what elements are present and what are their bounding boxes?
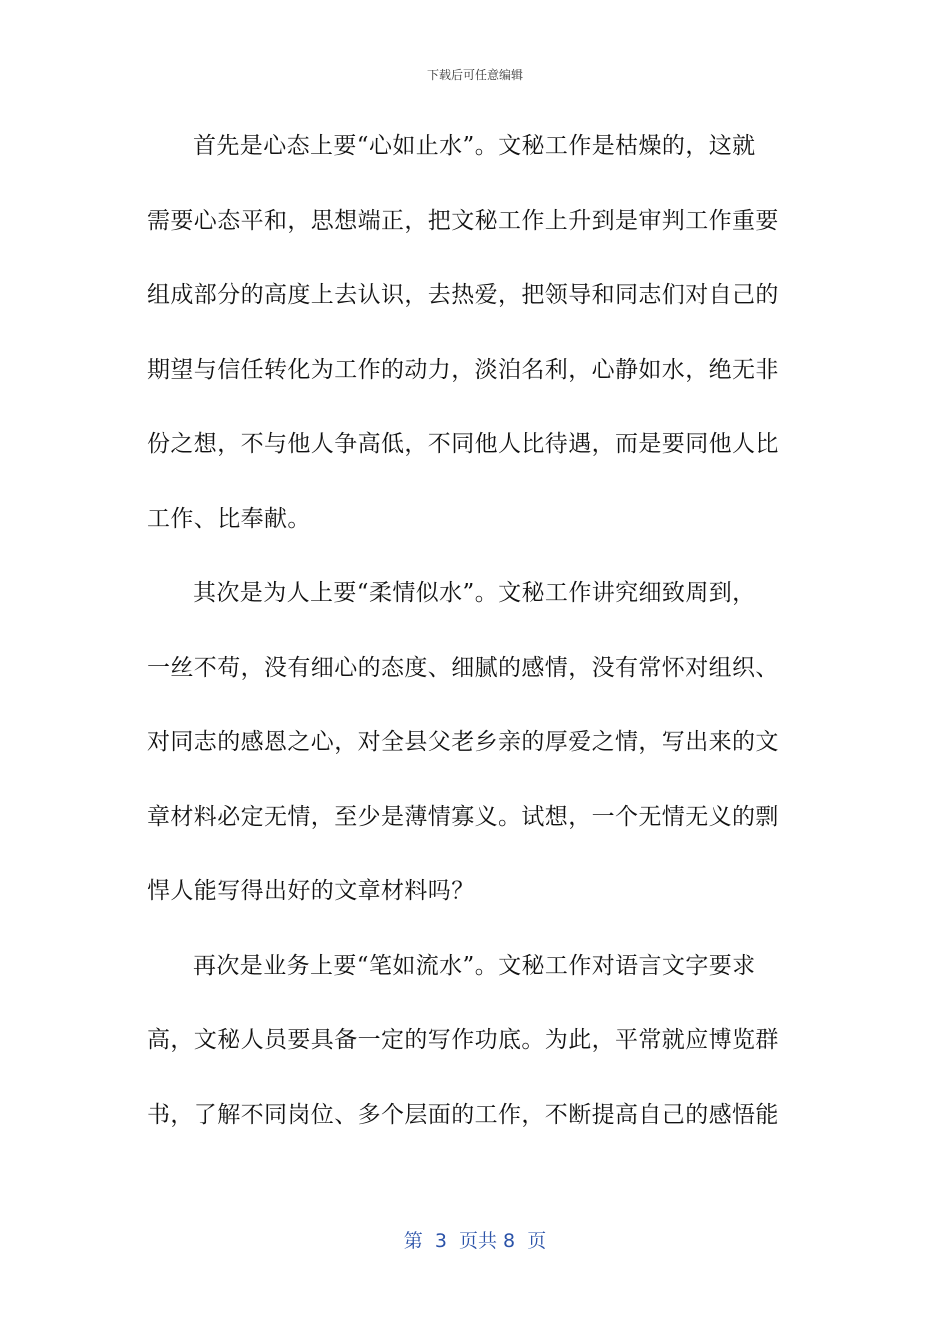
page-header: 下载后可任意编辑 (426, 68, 523, 82)
page-footer: 第 3 页共 8 页 (403, 1230, 547, 1252)
paragraph-3-line-1: 再次是业务上要“笔如流水”。文秘工作对语言文字要求 (193, 952, 756, 979)
paragraph-1-line-5: 份之想，不与他人争高低，不同他人比待遇，而是要同他人比 (147, 431, 779, 457)
paragraph-1-line-4: 期望与信任转化为工作的动力，淡泊名利，心静如水，绝无非 (147, 356, 779, 383)
document-body (147, 124, 792, 1167)
paragraph-2-line-4: 章材料必定无情，至少是薄情寡义。试想，一个无情无义的剽 (147, 803, 779, 830)
paragraph-2-line-5: 悍人能写得出好的文章材料吗？ (147, 878, 475, 904)
paragraph-1-line-3: 组成部分的高度上去认识，去热爱，把领导和同志们对自己的 (147, 282, 779, 308)
paragraph-3-line-3: 书，了解不同岗位、多个层面的工作，不断提高自己的感悟能 (147, 1101, 779, 1128)
paragraph-2-line-1: 其次是为人上要“柔情似水”。文秘工作讲究细致周到， (193, 580, 756, 606)
paragraph-1-line-1: 首先是心态上要“心如止水”。文秘工作是枯燥的，这就 (193, 133, 756, 159)
paragraph-3-line-2: 高，文秘人员要具备一定的写作功底。为此，平常就应博览群 (147, 1027, 779, 1053)
paragraph-2-line-2: 一丝不苟，没有细心的态度、细腻的感情，没有常怀对组织、 (147, 654, 779, 681)
paragraph-1-line-6: 工作、比奉献。 (147, 505, 311, 532)
paragraph-2-line-3: 对同志的感恩之心，对全县父老乡亲的厚爱之情，写出来的文 (147, 729, 779, 755)
paragraph-1-line-2: 需要心态平和，思想端正，把文秘工作上升到是审判工作重要 (147, 207, 779, 234)
